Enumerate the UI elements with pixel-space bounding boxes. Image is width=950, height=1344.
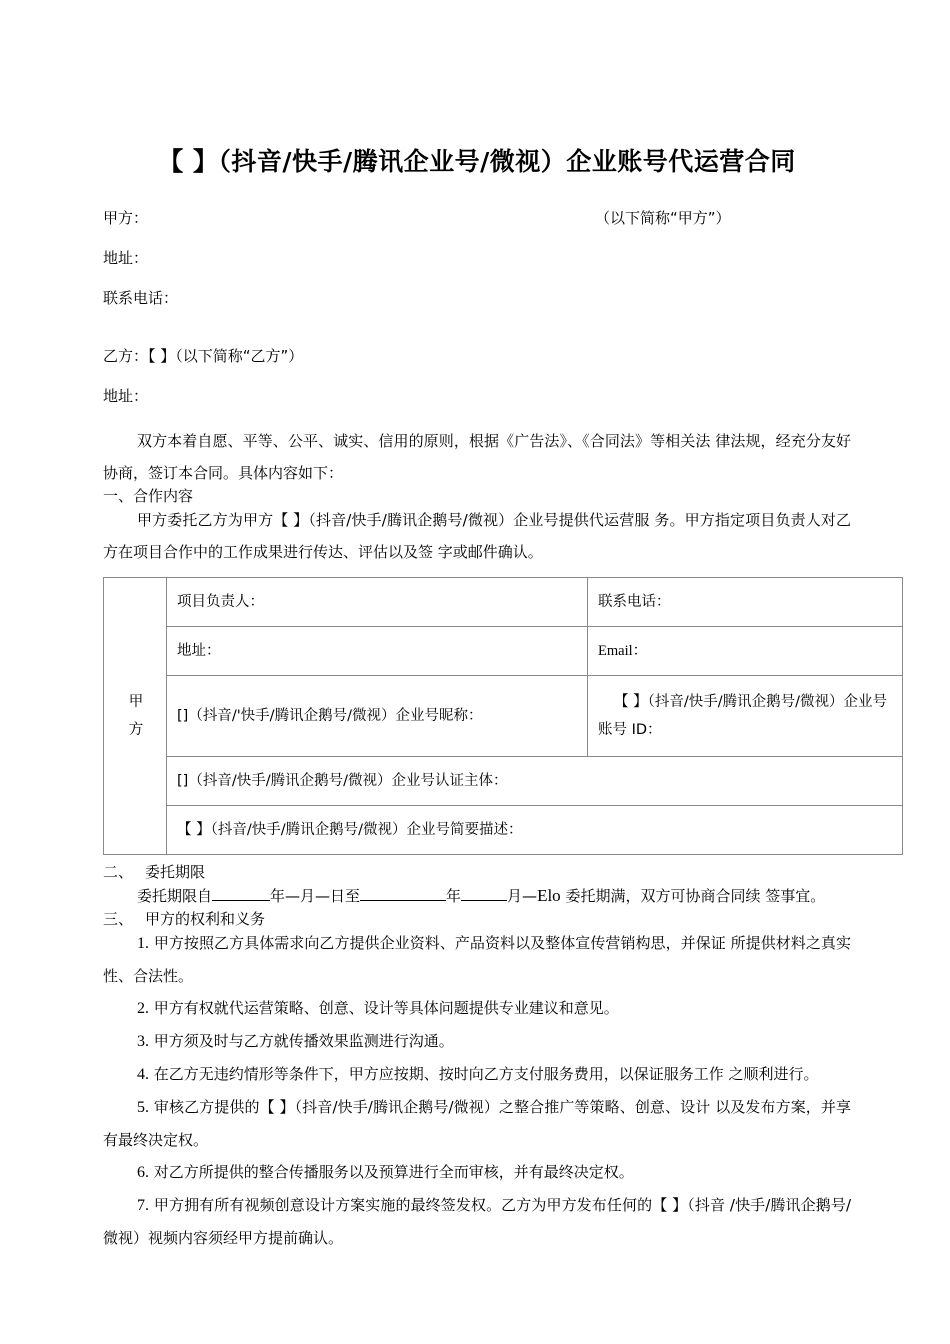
side-label-char-2: 方	[128, 722, 144, 738]
section-3-title: 甲方的权利和义务	[145, 910, 266, 928]
account-id-line-2: 账号 ID：	[598, 722, 662, 738]
party-a-alias-note: （以下简称“甲方”）	[595, 209, 731, 227]
table-row	[104, 806, 903, 855]
section-1-number: 一、	[103, 487, 134, 505]
cell-email: Email：	[588, 627, 903, 676]
section-2-number: 二、	[103, 863, 134, 881]
party-a-info-table	[103, 577, 903, 855]
term-blank-year-end	[360, 885, 446, 901]
obligation-item	[103, 927, 851, 992]
term-mid-3: 月—	[507, 887, 538, 905]
obligation-text-3: 甲方须及时与乙方就传播效果监测进行沟通。	[153, 1032, 454, 1050]
obligation-item	[103, 1189, 851, 1254]
section-3-number: 三、	[103, 910, 134, 928]
term-suffix: 委托期满，双方可协商合同续 签事宜。	[560, 887, 826, 905]
cell-project-manager: 项目负责人：	[167, 578, 588, 627]
party-gap	[103, 327, 851, 345]
obligation-number-1: 1.	[137, 935, 149, 952]
obligation-item	[103, 1025, 851, 1058]
obligation-number-7: 7.	[137, 1197, 149, 1214]
obligation-text-5: 审核乙方提供的【 】（抖音/快手/腾讯企鹅号/微视）之整合推广等策略、创意、设计 以及发布方案，并享有最终决定权。	[103, 1098, 851, 1149]
obligation-number-5: 5.	[137, 1099, 149, 1116]
obligation-number-6: 6.	[137, 1164, 149, 1181]
cell-contact-phone: 联系电话：	[588, 578, 903, 627]
section-heading-1	[103, 489, 851, 504]
title-spacer	[103, 177, 851, 207]
term-mid-2: 年	[446, 887, 462, 905]
party-b-address-label: 地址：	[103, 387, 149, 405]
term-prefix: 委托期限自	[137, 887, 213, 905]
table-row	[104, 627, 903, 676]
party-a-address-row	[103, 247, 851, 287]
cell-account-nickname: []（抖音/'快手/腾讯企鹅号/微视）企业号昵称：	[167, 676, 588, 757]
obligation-text-6: 对乙方所提供的整合传播服务以及预算进行全而审核，并有最终决定权。	[153, 1163, 634, 1181]
cell-account-id	[588, 676, 903, 757]
obligation-text-2: 甲方有权就代运营策略、创意、设计等具体问题提供专业建议和意见。	[153, 999, 619, 1017]
obligation-number-2: 2.	[137, 1000, 149, 1017]
section-1-title: 合作内容	[133, 487, 194, 505]
obligation-item	[103, 1156, 851, 1189]
term-elo-token: Elo	[537, 886, 561, 905]
party-a-address-label: 地址：	[103, 249, 149, 267]
account-id-line-1: 【 】（抖音/快手/腾讯企鹅号/微视）企业号	[614, 694, 888, 710]
party-a-phone-row	[103, 287, 851, 327]
section-1-paragraph: 甲方委托乙方为甲方【 】（抖音/快手/腾讯企鹅号/微视）企业号提供代运营服 务。甲方指定项目负责人对乙方在项目合作中的工作成果进行传达、评估以及签 字或邮件确认。	[103, 511, 851, 561]
term-blank-year-start	[212, 885, 270, 901]
obligation-item	[103, 992, 851, 1025]
preamble-paragraph: 双方本着自愿、平等、公平、诚实、信用的原则，根据《广告法》、《合同法》等相关法 律法规，经充分友好协商，签订本合同。具体内容如下：	[103, 432, 851, 482]
party-b-name-label: 乙方：【 】（以下简称“乙方”）	[103, 347, 304, 365]
obligation-item	[103, 1091, 851, 1156]
section-2-title: 委托期限	[145, 863, 206, 881]
term-blank-month-end	[461, 885, 507, 901]
party-b-name-row	[103, 345, 851, 385]
party-a-name-row	[103, 207, 851, 247]
table-row	[104, 676, 903, 757]
table-side-label-party-a	[104, 578, 167, 855]
obligation-text-7: 甲方拥有所有视频创意设计方案实施的最终签发权。乙方为甲方发布任何的【 】（抖音 /快手/腾讯企鹅号/微视）视频内容须经甲方提前确认。	[103, 1196, 851, 1247]
party-a-name-label: 甲方：	[103, 209, 149, 227]
term-mid-1: 年—月—日至	[270, 887, 361, 905]
entrustment-term-paragraph	[103, 880, 851, 912]
party-a-phone-label: 联系电话：	[103, 289, 179, 307]
cell-certification-subject: []（抖音/快手/腾讯企鹅号/微视）企业号认证主体：	[167, 757, 903, 806]
obligation-number-3: 3.	[137, 1033, 149, 1050]
table-row	[104, 757, 903, 806]
section-heading-3	[103, 912, 851, 927]
cell-address: 地址：	[167, 627, 588, 676]
obligation-text-1: 甲方按照乙方具体需求向乙方提供企业资料、产品资料以及整体宣传营销构思，并保证 所提供材料之真实性、合法性。	[103, 934, 851, 985]
obligation-item	[103, 1058, 851, 1091]
party-b-address-row	[103, 385, 851, 425]
obligation-text-4: 在乙方无违约情形等条件下，甲方应按期、按时向乙方支付服务费用，以保证服务工作 之顺利进行。	[153, 1065, 819, 1083]
section-heading-2	[103, 865, 851, 880]
document-body	[103, 0, 888, 1254]
table-row	[104, 578, 903, 627]
obligation-number-4: 4.	[137, 1066, 149, 1083]
page-title: 【 】（抖音/快手/腾讯企业号/微视）企业账号代运营合同	[158, 147, 796, 176]
side-label-char-1: 甲	[128, 694, 144, 710]
cell-account-description: 【 】（抖音/快手/腾讯企鹅号/微视）企业号简要描述：	[167, 806, 903, 855]
